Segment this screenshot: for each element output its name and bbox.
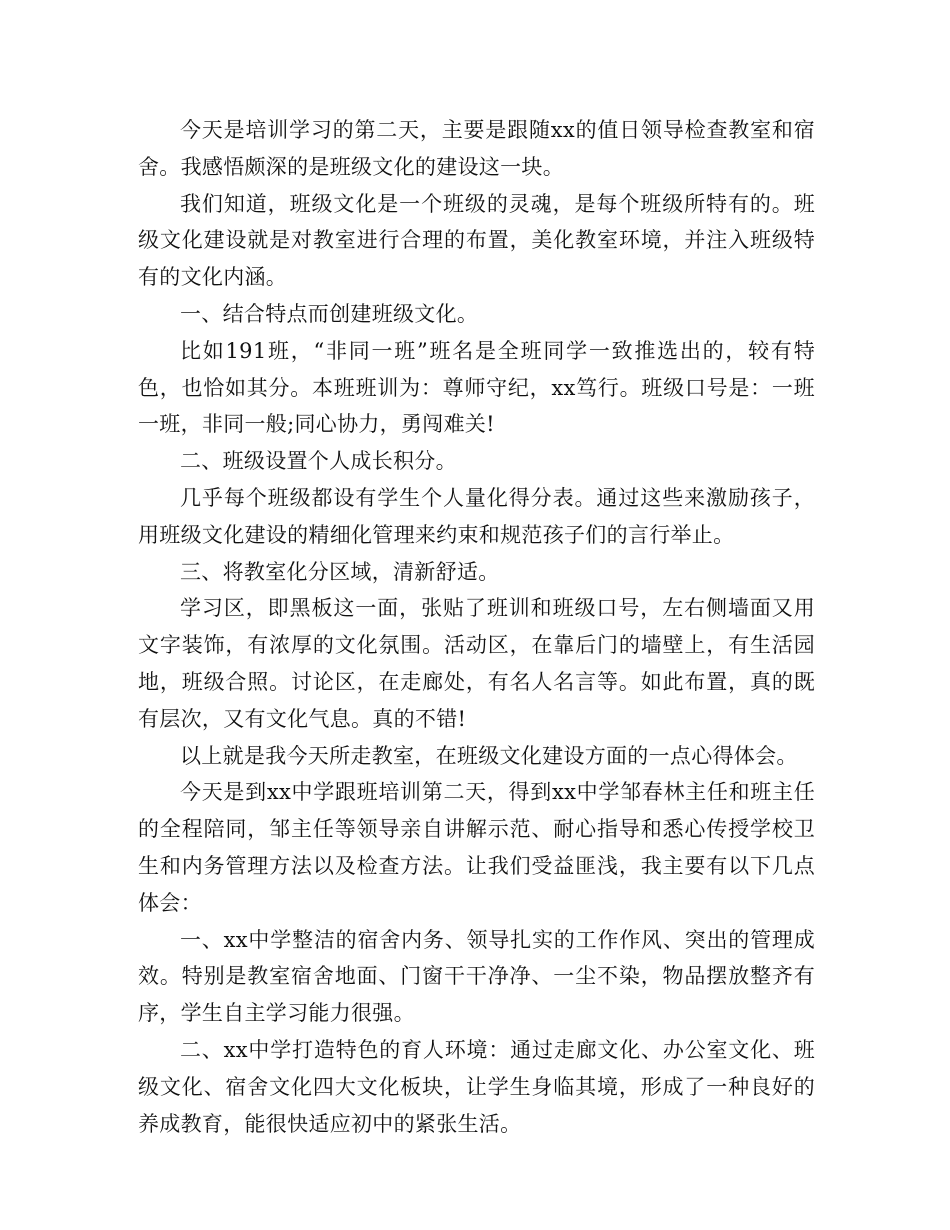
section-heading-1: 一、结合特点而创建班级文化。 (180, 301, 479, 326)
section-heading-2: 二、班级设置个人成长积分。 (180, 449, 457, 474)
paragraph-5: 学习区，即黑板这一面，张贴了班训和班级口号，左右侧墙面又用文字装饰，有浓厚的文化氛围。活动区，在靠后门的墙壁上，有生活园地，班级合照。讨论区，在走廊处，有名人名言等。如此布置，真的既有层次，又有文化气息。真的不错! (138, 596, 815, 731)
paragraph-6: 以上就是我今天所走教室，在班级文化建设方面的一点心得体会。 (180, 743, 798, 768)
paragraph-9: 二、xx中学打造特色的育人环境：通过走廊文化、办公室文化、班级文化、宿舍文化四大文化板块，让学生身临其境，形成了一种良好的养成教育，能很快适应初中的紧张生活。 (138, 1037, 815, 1136)
document-page (138, 112, 815, 1142)
paragraph-8: 一、xx中学整洁的宿舍内务、领导扎实的工作作风、突出的管理成效。特别是教室宿舍地面、门窗干干净净、一尘不染，物品摆放整齐有序，学生自主学习能力很强。 (138, 927, 815, 1026)
paragraph-7: 今天是到xx中学跟班培训第二天，得到xx中学邹春林主任和班主任的全程陪同，邹主任等领导亲自讲解示范、耐心指导和悉心传授学校卫生和内务管理方法以及检查方法。让我们受益匪浅，我主要有以下几点体会： (138, 780, 815, 915)
section-heading-3: 三、将教室化分区域，清新舒适。 (180, 559, 500, 584)
paragraph-4: 几乎每个班级都设有学生个人量化得分表。通过这些来激励孩子，用班级文化建设的精细化管理来约束和规范孩子们的言行举止。 (138, 485, 815, 547)
paragraph-2: 我们知道，班级文化是一个班级的灵魂，是每个班级所特有的。班级文化建设就是对教室进行合理的布置，美化教室环境，并注入班级特有的文化内涵。 (138, 191, 815, 290)
paragraph-3: 比如191班，“非同一班”班名是全班同学一致推选出的，较有特色，也恰如其分。本班班训为：尊师守纪，xx笃行。班级口号是：一班一班，非同一般;同心协力，勇闯难关! (138, 338, 815, 437)
paragraph-1: 今天是培训学习的第二天，主要是跟随xx的值日领导检查教室和宿舍。我感悟颇深的是班级文化的建设这一块。 (138, 118, 815, 179)
